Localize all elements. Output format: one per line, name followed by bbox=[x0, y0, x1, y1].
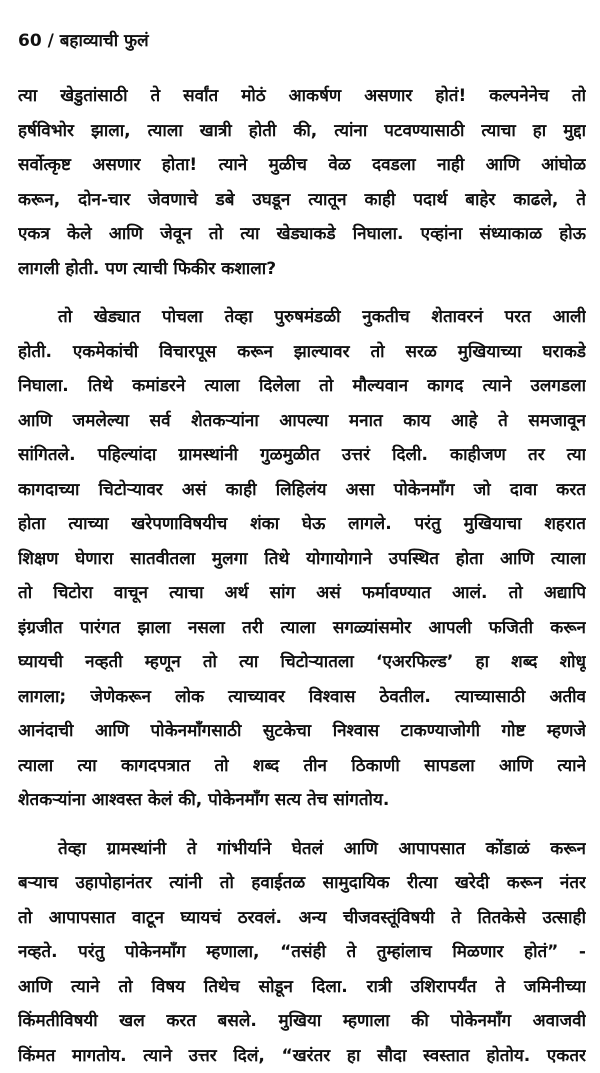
text-line: निघाला. तिथे कमांडरने त्याला दिलेला तो मौल्यवान कागद त्याने उलगडला bbox=[18, 369, 586, 404]
book-title: बहाव्याची फुलं bbox=[60, 31, 149, 51]
paragraph bbox=[18, 832, 586, 1073]
running-header bbox=[18, 30, 149, 52]
text-line: सांगितले. पहिल्यांदा ग्रामस्थांनी गुळमुळीत उत्तरं दिली. काहीजण तर त्या bbox=[18, 438, 586, 473]
text-line: होता त्याच्या खरेपणाविषयीच शंका घेऊ लागले. परंतु मुखियाचा शहरात bbox=[18, 507, 586, 542]
text-line: तो चिटोरा वाचून त्याचा अर्थ सांग असं फर्मावण्यात आलं. तो अद्यापि bbox=[18, 576, 586, 611]
text-line: सर्वोत्कृष्ट असणार होता! त्याने मुळीच वेळ दवडला नाही आणि आंघोळ bbox=[18, 148, 586, 183]
text-line: लागली होती. पण त्याची फिकीर कशाला? bbox=[18, 252, 586, 287]
text-line: लागला; जेणेकरून लोक त्याच्यावर विश्वास ठेवतील. त्याच्यासाठी अतीव bbox=[18, 680, 586, 715]
text-line: त्या खेडुतांसाठी ते सर्वांत मोठं आकर्षण असणार होतं! कल्पनेनेच तो bbox=[18, 79, 586, 114]
paragraph bbox=[18, 300, 586, 818]
text-line: आनंदाची आणि पोकेनमॉंगसाठी सुटकेचा निश्वास टाकण्याजोगी गोष्ट म्हणजे bbox=[18, 714, 586, 749]
text-line: कागदाच्या चिटोऱ्यावर असं काही लिहिलंय असा पोकेनमॉंग जो दावा करत bbox=[18, 473, 586, 508]
paragraph bbox=[18, 79, 586, 286]
body-text bbox=[18, 79, 586, 1073]
text-line: शिक्षण घेणारा सातवीतला मुलगा तिथे योगायोगाने उपस्थित होता आणि त्याला bbox=[18, 542, 586, 577]
text-line: नव्हते. परंतु पोकेनमॉंग म्हणाला, “तसंही ते तुम्हांलाच मिळणार होतं” - bbox=[18, 935, 586, 970]
text-line: बऱ्याच उहापोहानंतर त्यांनी तो हवाईतळ सामुदायिक रीत्या खरेदी करून नंतर bbox=[18, 866, 586, 901]
text-line: किंमत मागतोय. त्याने उत्तर दिलं, “खरंतर हा सौदा स्वस्तात होतोय. एकतर bbox=[18, 1039, 586, 1073]
text-line: एकत्र केले आणि जेवून तो त्या खेड्याकडे निघाला. एव्हांना संध्याकाळ होऊ bbox=[18, 217, 586, 252]
text-line: शेतकऱ्यांना आश्वस्त केलं की, पोकेनमॉंग सत्य तेच सांगतोय. bbox=[18, 783, 586, 818]
text-line: करून, दोन-चार जेवणाचे डबे उघडून त्यातून काही पदार्थ बाहेर काढले, ते bbox=[18, 183, 586, 218]
text-line: किंमतीविषयी खल करत बसले. मुखिया म्हणाला की पोकेनमॉंग अवाजवी bbox=[18, 1004, 586, 1039]
text-line: आणि त्याने तो विषय तिथेच सोडून दिला. रात्री उशिरापर्यंत ते जमिनीच्या bbox=[18, 970, 586, 1005]
text-line: तेव्हा ग्रामस्थांनी ते गांभीर्याने घेतलं आणि आपापसात कोंडाळं करून bbox=[18, 832, 586, 867]
text-line: घ्यायची नव्हती म्हणून तो त्या चिटोऱ्यातला ‘एअरफिल्ड’ हा शब्द शोधू bbox=[18, 645, 586, 680]
text-line: आणि जमलेल्या सर्व शेतकऱ्यांना आपल्या मनात काय आहे ते समजावून bbox=[18, 404, 586, 439]
page-number: 60 bbox=[18, 31, 42, 51]
text-line: त्याला त्या कागदपत्रात तो शब्द तीन ठिकाणी सापडला आणि त्याने bbox=[18, 749, 586, 784]
text-line: तो आपापसात वाटून घ्यायचं ठरवलं. अन्य चीजवस्तूंविषयी ते तितकेसे उत्साही bbox=[18, 901, 586, 936]
text-line: होती. एकमेकांची विचारपूस करून झाल्यावर तो सरळ मुखियाच्या घराकडे bbox=[18, 335, 586, 370]
text-line: हर्षविभोर झाला, त्याला खात्री होती की, त्यांना पटवण्यासाठी त्याचा हा मुद्दा bbox=[18, 114, 586, 149]
header-separator: / bbox=[42, 31, 60, 51]
text-line: तो खेड्यात पोचला तेव्हा पुरुषमंडळी नुकतीच शेतावरनं परत आली bbox=[18, 300, 586, 335]
text-line: इंग्रजीत पारंगत झाला नसला तरी त्याला सगळ्यांसमोर आपली फजिती करून bbox=[18, 611, 586, 646]
